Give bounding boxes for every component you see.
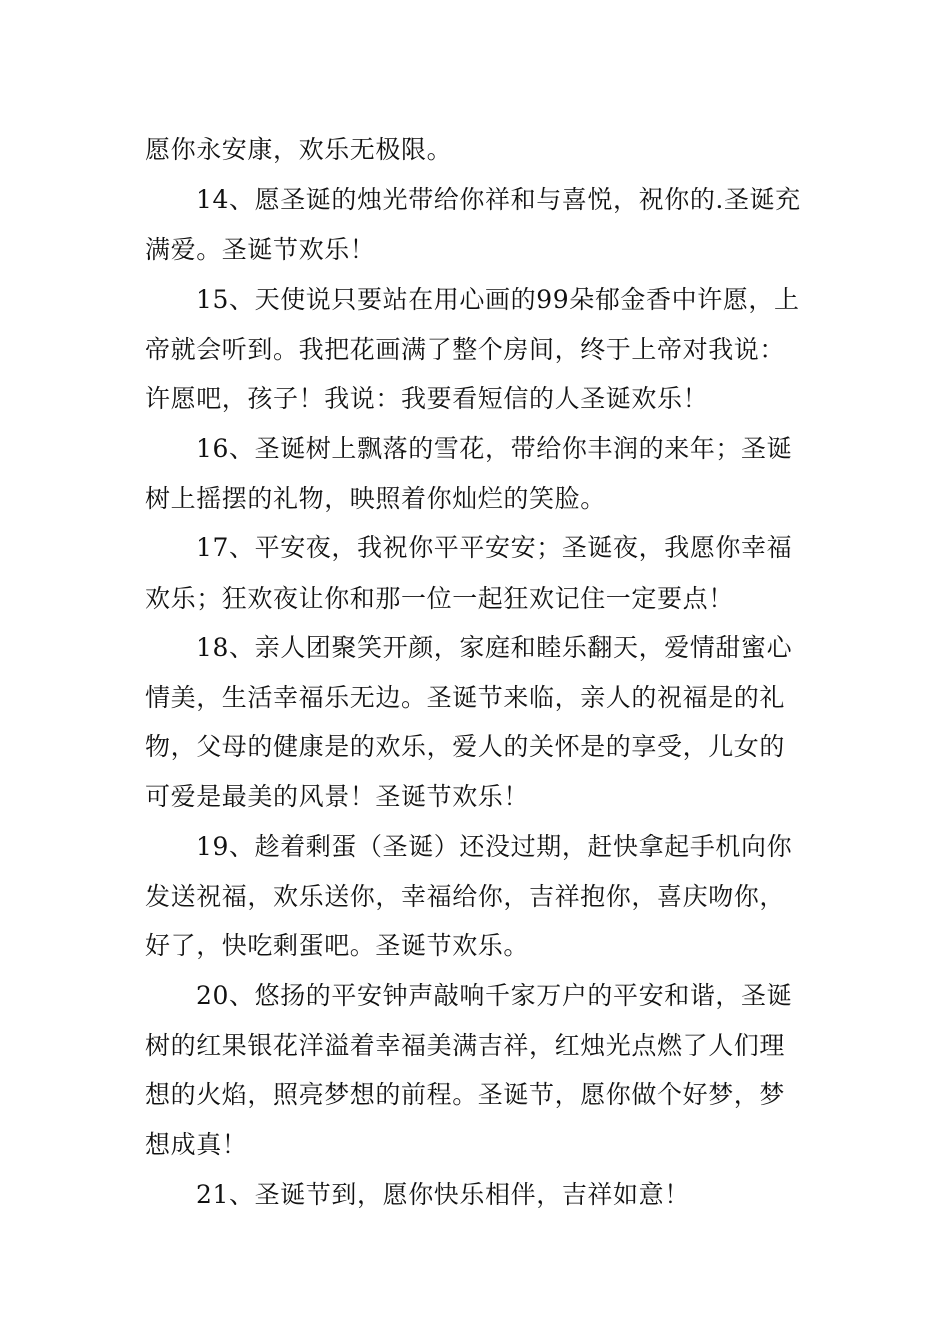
- paragraph-21-line-1: 21、圣诞节到，愿你快乐相伴，吉祥如意！: [196, 1180, 690, 1209]
- paragraph-18-line-2: 情美，生活幸福乐无边。圣诞节来临，亲人的祝福是的礼: [145, 683, 786, 712]
- paragraph-19-line-1: 19、趁着剩蛋（圣诞）还没过期，赶快拿起手机向你: [196, 832, 793, 861]
- paragraph-19-line-3: 好了，快吃剩蛋吧。圣诞节欢乐。: [145, 931, 530, 960]
- paragraph-18-line-3: 物，父母的健康是的欢乐，爱人的关怀是的享受，儿女的: [145, 732, 786, 761]
- paragraph-20-line-3: 想的火焰，照亮梦想的前程。圣诞节，愿你做个好梦，梦: [145, 1080, 786, 1109]
- text-line: 愿你永安康，欢乐无极限。: [145, 135, 453, 164]
- paragraph-19-line-2: 发送祝福，欢乐送你，幸福给你，吉祥抱你，喜庆吻你，: [145, 882, 786, 911]
- paragraph-16-line-2: 树上摇摆的礼物，映照着你灿烂的笑脸。: [145, 484, 606, 513]
- paragraph-17-line-1: 17、平安夜，我祝你平平安安；圣诞夜，我愿你幸福: [196, 533, 793, 562]
- paragraph-16-line-1: 16、圣诞树上飘落的雪花，带给你丰润的来年；圣诞: [196, 434, 793, 463]
- paragraph-20-line-1: 20、悠扬的平安钟声敲响千家万户的平安和谐，圣诞: [196, 981, 793, 1010]
- paragraph-18-line-4: 可爱是最美的风景！圣诞节欢乐！: [145, 782, 530, 811]
- paragraph-15-line-1: 15、天使说只要站在用心画的99朵郁金香中许愿，上: [196, 285, 800, 314]
- paragraph-17-line-2: 欢乐；狂欢夜让你和那一位一起狂欢记住一定要点！: [145, 584, 734, 613]
- paragraph-14-line-1: 14、愿圣诞的烛光带给你祥和与喜悦，祝你的.圣诞充: [196, 185, 801, 214]
- paragraph-18-line-1: 18、亲人团聚笑开颜，家庭和睦乐翻天，爱情甜蜜心: [196, 633, 793, 662]
- paragraph-15-line-2: 帝就会听到。我把花画满了整个房间，终于上帝对我说：: [145, 335, 786, 364]
- paragraph-20-line-2: 树的红果银花洋溢着幸福美满吉祥，红烛光点燃了人们理: [145, 1031, 786, 1060]
- paragraph-15-line-3: 许愿吧，孩子！我说：我要看短信的人圣诞欢乐！: [145, 384, 709, 413]
- paragraph-20-line-4: 想成真！: [145, 1130, 248, 1159]
- paragraph-14-line-2: 满爱。圣诞节欢乐！: [145, 235, 376, 264]
